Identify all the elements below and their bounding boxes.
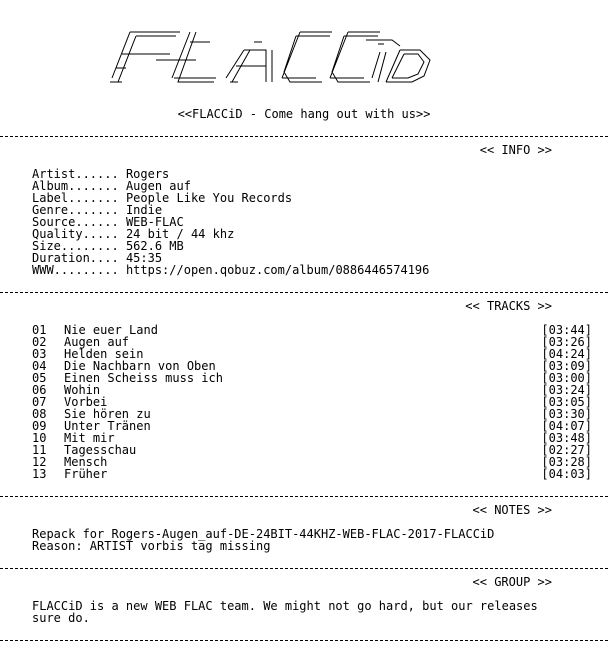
track-duration: [03:44] [541,323,592,337]
track-number: 12 [32,455,47,469]
divider [0,136,608,137]
track-number: 08 [32,407,47,421]
track-number: 09 [32,419,47,433]
track-row [32,420,592,432]
notes-line: Repack for Rogers-Augen_auf-DE-24BIT-44KHZ-WEB-FLAC-2017-FLACCiD [32,527,495,541]
info-label: Genre....... [32,203,119,217]
logo-art [0,20,608,90]
track-duration: [03:09] [541,359,592,373]
track-title: Früher [64,467,108,481]
notes-line: Reason: ARTIST vorbis tag missing [32,539,271,553]
track-title: Unter Tränen [64,419,151,433]
track-title: Vorbei [64,395,108,409]
info-label: Artist...... [32,167,119,181]
track-title: Mensch [64,455,108,469]
info-value: 24 bit / 44 khz [125,227,235,241]
track-duration: [03:30] [541,407,592,421]
track-title: Sie hören zu [64,407,151,421]
info-row-www [32,264,429,276]
info-value: Augen auf [125,179,191,193]
tagline: <<FLACCiD - Come hang out with us>> [177,107,431,121]
track-number: 03 [32,347,47,361]
group-line: sure do. [32,611,90,625]
flaccid-logo [0,20,608,90]
info-value: Indie [125,203,163,217]
track-duration: [04:24] [541,347,592,361]
track-number: 13 [32,467,47,481]
info-value: 45:35 [125,251,163,265]
track-row [32,468,592,480]
track-duration: [03:28] [541,455,592,469]
track-number: 10 [32,431,47,445]
track-number: 01 [32,323,47,337]
track-title: Augen auf [64,335,130,349]
info-label: Album....... [32,179,119,193]
info-label: Source...... [32,215,119,229]
divider [0,640,608,641]
track-title: Nie euer Land [64,323,158,337]
track-duration: [03:48] [541,431,592,445]
group-line: FLACCiD is a new WEB FLAC team. We might not go hard, but our releases [32,599,538,613]
info-label: WWW......... [32,263,119,277]
section-title-notes: << NOTES >> [472,503,552,517]
info-label: Quality..... [32,227,119,241]
track-title: Wohin [64,383,101,397]
track-duration: [03:26] [541,335,592,349]
info-label: Size........ [32,239,119,253]
track-duration: [04:03] [541,467,592,481]
section-title-tracks: << TRACKS >> [465,299,552,313]
info-value: Rogers [125,167,170,181]
track-title: Mit mir [64,431,115,445]
track-number: 05 [32,371,47,385]
track-number: 02 [32,335,47,349]
divider [0,496,608,497]
info-value: People Like You Records [125,191,293,205]
track-title: Tagesschau [64,443,137,457]
info-value: https://open.qobuz.com/album/0886446574196 [125,263,430,277]
track-row [32,372,592,384]
section-title-info: << INFO >> [479,143,552,157]
info-value: 562.6 MB [125,239,184,253]
track-duration: [04:07] [541,419,592,433]
track-title: Einen Scheiss muss ich [64,371,223,385]
info-label: Label....... [32,191,119,205]
divider [0,292,608,293]
track-row [32,384,592,396]
track-duration: [03:24] [541,383,592,397]
info-label: Duration.... [32,251,119,265]
track-number: 06 [32,383,47,397]
track-number: 07 [32,395,47,409]
track-number: 04 [32,359,47,373]
track-number: 11 [32,443,47,457]
track-duration: [03:05] [541,395,592,409]
divider [0,568,608,569]
section-title-group: << GROUP >> [472,575,552,589]
track-title: Helden sein [64,347,144,361]
track-duration: [03:00] [541,371,592,385]
track-title: Die Nachbarn von Oben [64,359,216,373]
track-row [32,444,592,456]
info-value: WEB-FLAC [125,215,184,229]
track-row [32,456,592,468]
track-duration: [02:27] [541,443,592,457]
